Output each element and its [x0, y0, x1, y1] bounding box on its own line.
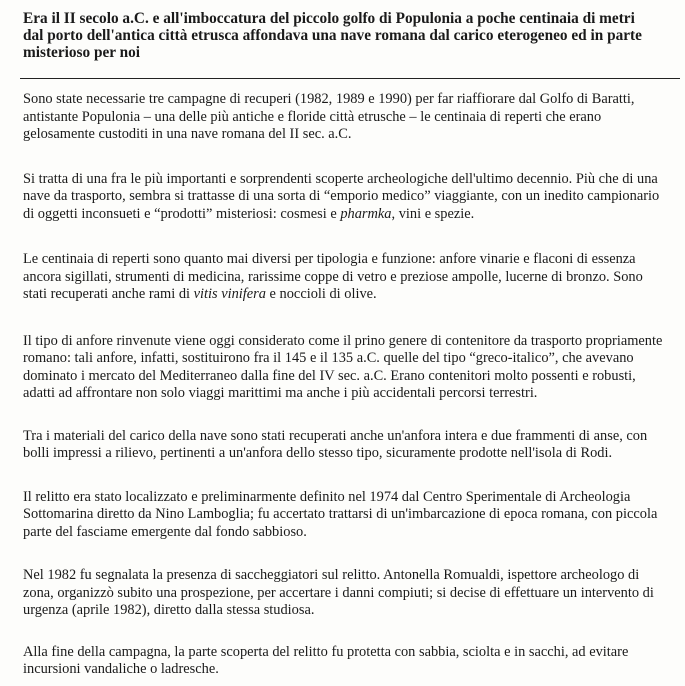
paragraph-2-text-a: Si tratta di una fra le più importanti e sorprendenti scoperte archeologiche dell'ultimo decennio. Più che di una nave da trasporto, sembra si trattasse di una sorta di “emporio medico” viaggiante, con un inedito campionario di oggetti inconsueti e “prodotti” misteriosi: cosmesi e [23, 170, 660, 222]
headline: Era il II secolo a.C. e all'imboccatura del piccolo golfo di Populonia a poche centinaia di metri dal porto dell'antica città etrusca affondava una nave romana dal carico eterogeneo ed in parte misterioso per noi [23, 10, 642, 61]
paragraph-2-text-b: , vini e spezie. [391, 205, 475, 222]
paragraph-3 [23, 251, 665, 304]
paragraph-2 [23, 171, 665, 224]
paragraph-7: Nel 1982 fu segnalata la presenza di saccheggiatori sul relitto. Antonella Romualdi, ispettore archeologo di zona, organizzò subito una prospezione, per accertare i danni compiuti; si decise di effettuare un intervento di urgenza (aprile 1982), diretto dalla stessa studiosa. [23, 567, 654, 618]
paragraph-6: Il relitto era stato localizzato e preliminarmente definito nel 1974 dal Centro Sperimentale di Archeologia Sottomarina diretto da Nino Lamboglia; fu accertato trattarsi di un'imbarcazione di epoca romana, con piccola parte del fasciame emergente dal fondo sabbioso. [23, 488, 658, 540]
paragraph-8: Alla fine della campagna, la parte scoperta del relitto fu protetta con sabbia, sciolta e in sacchi, ad evitare incursioni vandaliche o ladresche. [23, 643, 629, 677]
paragraph-5: Tra i materiali del carico della nave sono stati recuperati anche un'anfora intera e due frammenti di anse, con bolli impressi a rilievo, pertinenti a un'anfora dello stesso tipo, sicuramente prodotte nell'isola di Rodi. [23, 427, 648, 461]
article-body [23, 91, 665, 679]
paragraph-3-text-b: e noccioli di olive. [265, 286, 377, 302]
paragraph-1: Sono state necessarie tre campagne di recuperi (1982, 1989 e 1990) per far riaffiorare dal Golfo di Baratti, antistante Populonia – una delle più antiche e floride città etrusche – le centinaia di reperti che erano gelosamente custoditi in una nave romana del II sec. a.C. [23, 91, 635, 142]
paragraph-3-text-a: Le centinaia di reperti sono quanto mai diversi per tipologia e funzione: anfore vinarie e flaconi di essenza ancora sigillati, strumenti di medicina, rarissime coppe di vetro e preziose ampolle, lucerne di bronzo. Sono stati recuperati anche rami di [23, 251, 643, 302]
headline-divider [20, 78, 680, 79]
paragraph-3-italic: vitis vinifera [193, 286, 266, 302]
paragraph-2-italic: pharmka [340, 205, 392, 222]
paragraph-4: Il tipo di anfore rinvenute viene oggi considerato come il prino genere di contenitore da trasporto propriamente romano: tali anfore, infatti, sostituirono fra il 145 e il 135 a.C. quelle del tipo “greco-italico”, che avevano dominato i mercato del Mediterraneo dalla fine del IV sec. a.C. Erano contenitori molto possenti e robusti, adatti ad affrontare non solo viaggi marittimi ma anche i più accidentali percorsi terrestri. [23, 332, 663, 401]
